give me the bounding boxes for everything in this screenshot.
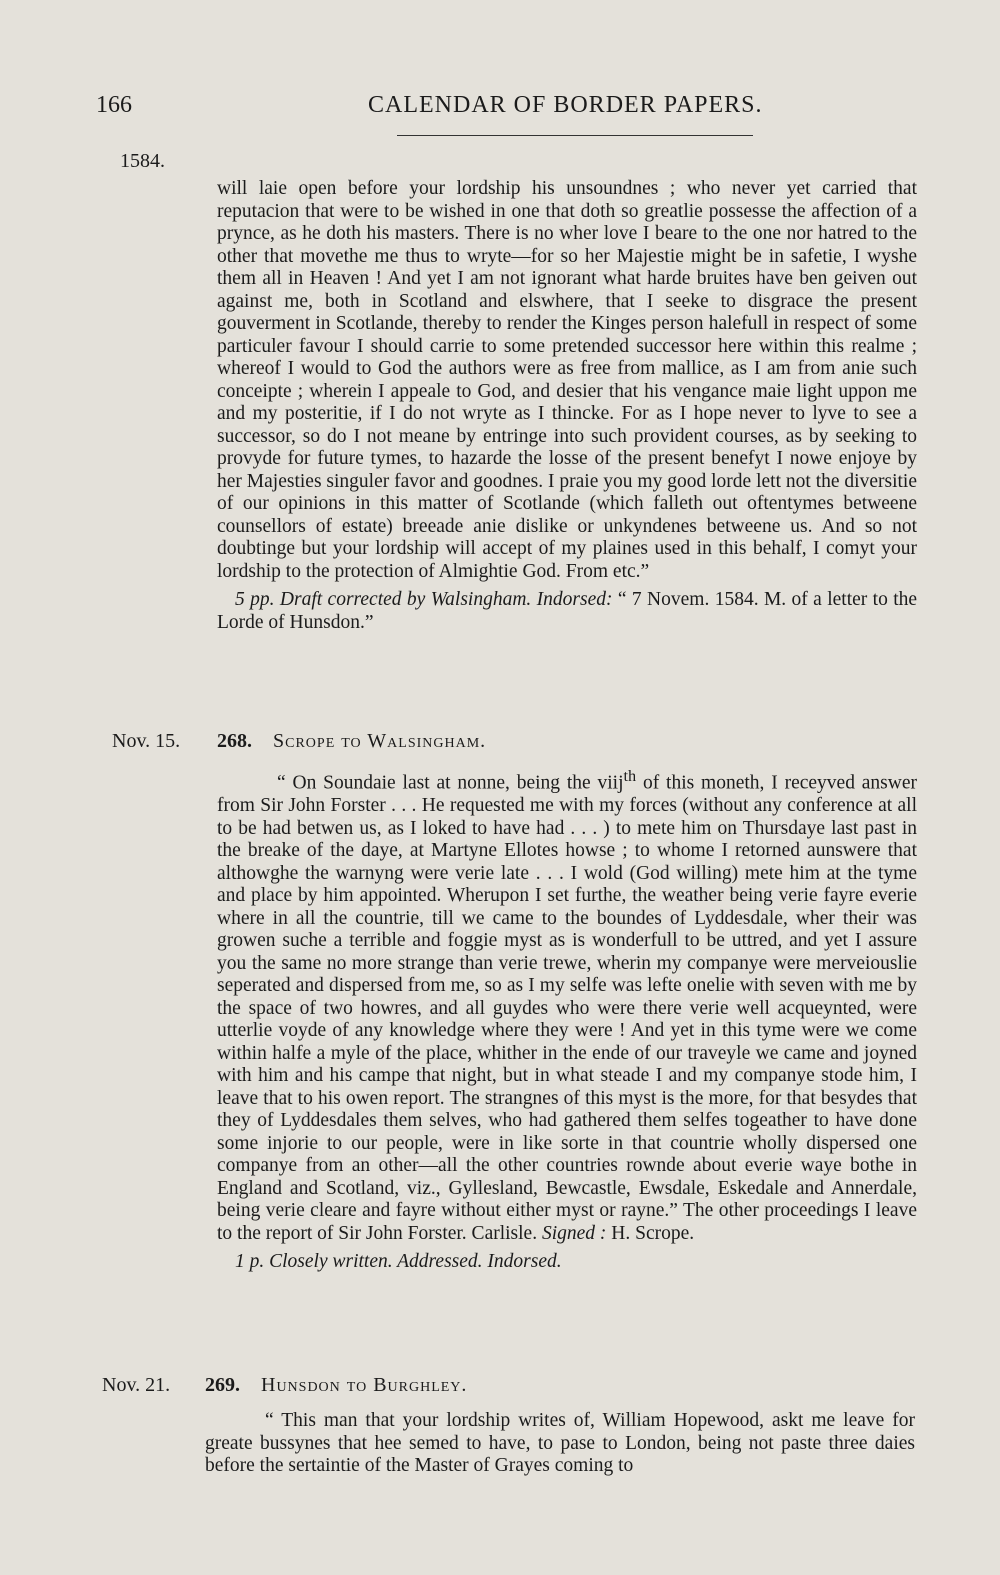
entry-title: Scrope to Walsingham. — [273, 730, 487, 752]
signed-label: Signed : — [541, 1222, 607, 1244]
header-rule — [397, 135, 753, 136]
entry-number: 268. — [217, 730, 252, 752]
entry-body: “ On Soundaie last at nonne, being the viij$^{th}$ of this moneth, I receyved answer from Sir John Forster . . . He requested me with my forces (without any conference at all to be had betwen us, as I loked to have had . . . ) to mete him on Thursdaye last past in the breake of the daye, at Martyne Ellotes howse ; to whome I retorned aunswere that althowghe the warnyng were verie late . . . I wold (God willing) mete him at the tyme and place by him appointed. Wherupon I set furthe, the weather being verie fayre everie where in all the countrie, till we came to the boundes of Lyddesdale, wher their was growen suche a terrible and foggie myst as is wonderfull to be uttred, and yet I assure you the same no more strange than verie trewe, wherin my companye were merveiouslie seperated and dispersed from me, so as I my selfe was lefte onelie with seven with me by the space of two howres, and all guydes who were there verie well acqueynted, were utterlie voyde of any knowledge where they were ! And yet in this tyme were we come within halfe a myle of the place, whither in the ende of our traveyle we came and joyned with him and his campe that night, but in what steade I and my companye stode him, I leave that to his owen report. The strangnes of this myst is the more, for that besydes that they of Lyddesdales them selves, who had gathered them selfes togeather to have done some injorie to our people, were in like sorte in that countrie wholly dispersed one companye from an other—all the other countries rownde about everie waye bothe in England and Scotland, viz., Gyllesland, Bewcastle, Ewsdale, Eskedale and Annerdale, being verie cleare and fayre without either myst or rayne.” The other proceedings I leave to the report of Sir John Forster. Carlisle. Signed : H. Scrope. — [217, 767, 917, 1244]
entry-date: Nov. 21. — [102, 1374, 171, 1396]
page-number: 166 — [96, 92, 132, 118]
note-rest: “ 7 Novem. 1584. M. of a letter to the Lorde of Hunsdon.” — [217, 589, 918, 633]
entry-note — [217, 1251, 917, 1274]
entry-heading — [205, 1374, 467, 1397]
note-pp: 5 pp. — [235, 589, 275, 610]
continuation-note — [217, 589, 917, 634]
entry-title: Hunsdon to Burghley. — [261, 1374, 468, 1396]
note-rest: Closely written. Addressed. Indorsed. — [269, 1251, 562, 1272]
signed-name: H. Scrope. — [611, 1222, 695, 1244]
note-indorsed: Indorsed: — [536, 589, 613, 610]
page-header — [96, 92, 896, 128]
entry-number: 269. — [205, 1374, 240, 1396]
entry-date: Nov. 15. — [112, 730, 181, 752]
entry-text — [205, 1410, 915, 1478]
continuation-body: will laie open before your lordship his unsoundnes ; who never yet carried that reputacion that were to be wished in one that doth so greatlie possesse the affection of a prynce, as he doth his masters. There is no wher love I beare to the one nor hatred to the other that movethe me thus to wryte—for so her Majestie might be in safetie, I wyshe them all in Heaven ! And yet I am not ignorant what harde bruites have ben geiven out against me, both in Scotland and elswhere, that I seeke to disgrace the present gouverment in Scotlande, thereby to render the Kinges person halefull in respect of some particuler favour I should carrie to some pretended successor here within this realme ; whereof I would to God the authors were as free from mallice, as I am from anie such conceipte ; wherein I appeale to God, and desier that his vengance maie light uppon me and my posteritie, if I do not wryte as I thincke. For as I hope never to lyve to see a successor, so do I not meane by entringe into such provident courses, as by seeking to provyde for future tymes, to hazarde the losse of the present benefyt I nowe enjoye by her Majesties singuler favor and goodnes. I praie you my good lorde lett not the diversitie of our opinions in this matter of Scotlande (which falleth out oftentymes betweene counsellors of estate) breeade anie dislike or unkyndenes betweene us. And so not doubtinge but your lordship will accept of my plaines used in this behalf, I comyt your lordship to the protection of Almightie God. From etc.” — [217, 178, 917, 582]
running-title: CALENDAR OF BORDER PAPERS. — [368, 92, 763, 118]
continuation-text — [217, 178, 917, 634]
note-pp: 1 p. — [235, 1251, 265, 1272]
year-label: 1584. — [120, 150, 165, 172]
entry-heading — [217, 730, 486, 753]
entry-text — [217, 765, 917, 1274]
note-draft: Draft corrected by Walsingham. — [279, 589, 532, 610]
entry-body: “ This man that your lordship writes of, William Hopewood, askt me leave for greate bussynes that hee semed to have, to pase to London, being not paste three daies before the sertaintie of the Master of Grayes coming to — [205, 1410, 915, 1476]
